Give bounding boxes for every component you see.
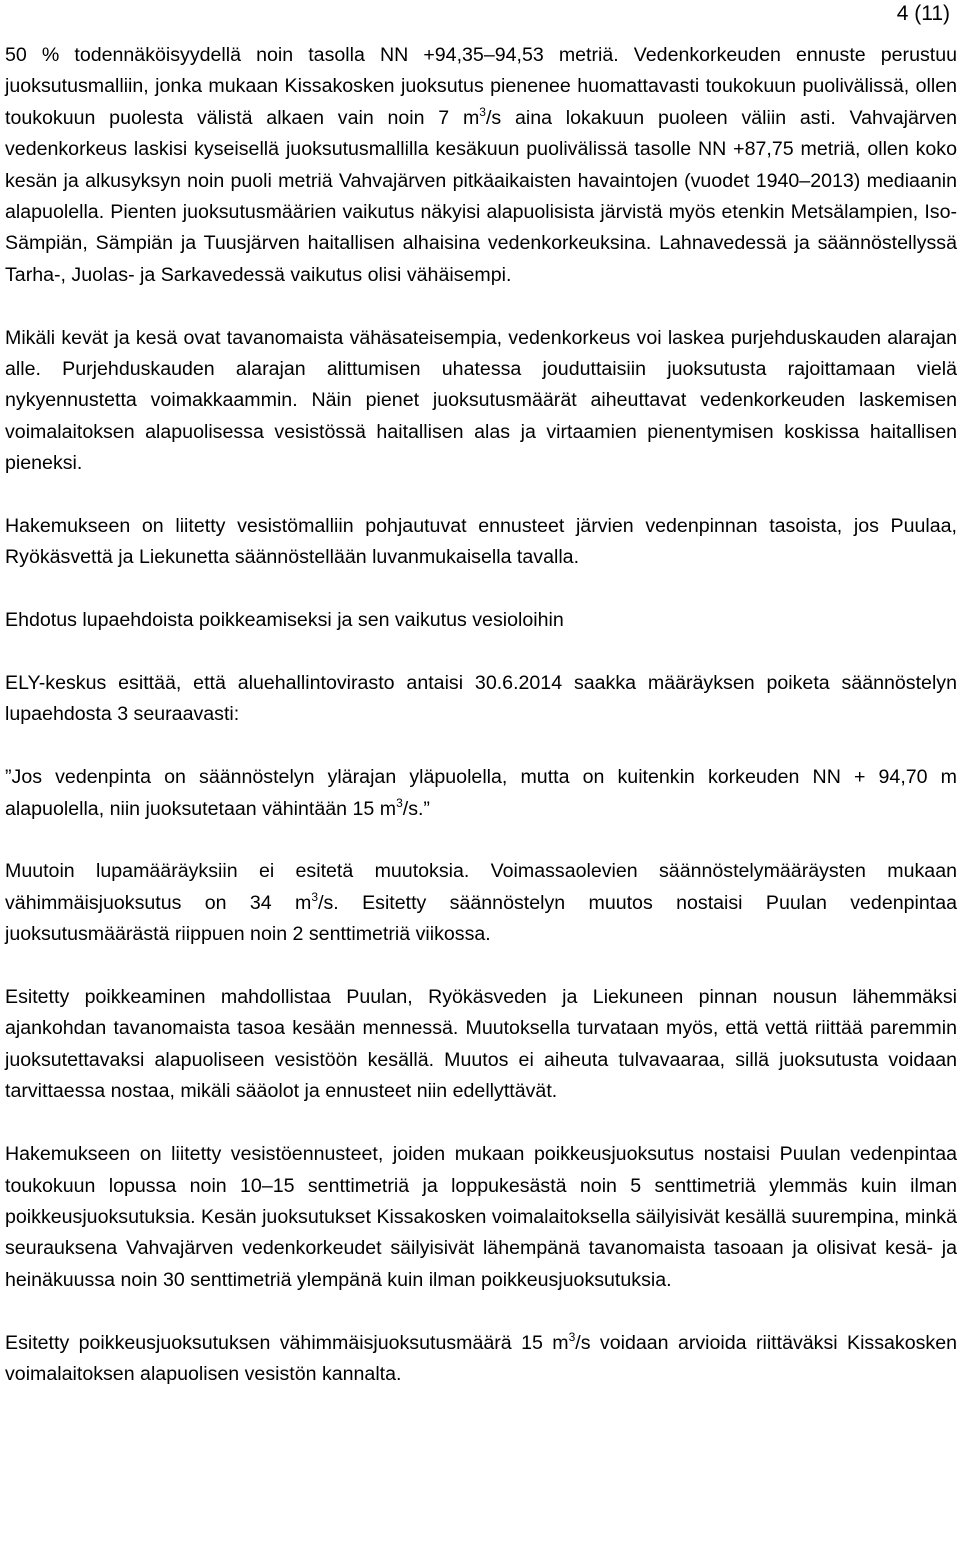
paragraph-forecasts: Hakemukseen on liitetty vesistöennusteet, joiden mukaan poikkeusjuoksutus nostaisi Puulan vedenpintaa toukokuun lopussa noin 10–15 senttimetriä ja loppukesästä noin 5 senttimetriä ylemmäs kuin ilman poikkeusjuoksutuksia. Kesän juoksutukset Kissakosken voimalaitoksella säilyisivät kesällä suurempina, minkä seurauksena Vahvajärven vedenkorkeudet säilyisivät lähempänä tavanomaista tasoaan ja olisivat kesä- ja heinäkuussa noin 30 senttimetriä ylempänä kuin ilman poikkeusjuoksutuksia. <box>5 1143 957 1291</box>
superscript: 3 <box>479 104 486 119</box>
paragraph-attached-model: Hakemukseen on liitetty vesistömalliin pohjautuvat ennusteet järvien vedenpinnan tasoista, jos Puulaa, Ryökäsvettä ja Liekunetta säännöstellään luvanmukaisella tavalla. <box>5 515 957 569</box>
paragraph-text: Esitetty poikkeusjuoksutuksen vähimmäisjuoksutusmäärä 15 m <box>5 1331 569 1354</box>
paragraph-text: /s voidaan arvioida riittäväksi Kissakosken voimalaitoksen alapuolisen vesistön kannalta. <box>5 1331 957 1385</box>
paragraph-quoted-condition <box>5 762 957 825</box>
superscript: 3 <box>568 1329 576 1344</box>
paragraph-text: Muutoin lupamääräyksiin ei esitetä muutoksia. Voimassaolevien säännöstelymääräysten mukaan vähimmäisjuoksutus on 34 m <box>5 860 957 914</box>
paragraph-minimum-discharge <box>5 1328 957 1391</box>
section-heading: Ehdotus lupaehdoista poikkeamiseksi ja sen vaikutus vesioloihin <box>5 609 564 632</box>
paragraph-text: ”Jos vedenpinta on säännöstelyn ylärajan yläpuolella, mutta on kuitenkin korkeuden NN + 94,70 m alapuolella, niin juoksutetaan vähintään 15 m <box>5 766 957 820</box>
page-number: 4 (11) <box>896 2 950 25</box>
superscript: 3 <box>396 795 403 810</box>
document-body <box>5 40 957 1390</box>
paragraph-ely-proposal: ELY-keskus esittää, että aluehallintovirasto antaisi 30.6.2014 saakka määräyksen poiketa säännöstelyn lupaehdosta 3 seuraavasti: <box>5 672 957 726</box>
paragraph-water-level-forecast <box>5 40 957 291</box>
paragraph-text: 50 % todennäköisyydellä noin tasolla NN +94,35–94,53 metriä. Vedenkorkeuden ennuste perustuu juoksutusmalliin, jonka mukaan Kissakosken juoksutus pienenee huomattavasti toukokuun puolivälissä, ollen toukokuun puolesta välistä alkaen vain noin 7 m <box>5 44 957 129</box>
paragraph-dry-spring: Mikäli kevät ja kesä ovat tavanomaista vähäsateisempia, vedenkorkeus voi laskea purjehduskauden alarajan alle. Purjehduskauden alarajan alittumisen uhatessa jouduttaisiin juoksutusta rajoittamaan vielä nykyennustetta voimakkaammin. Näin pienet juoksutusmäärät aiheuttavat vedenkorkeuden laskemisen voimalaitoksen alapuolisessa vesistössä haitallisen alas ja virtaamien pienentymisen koskissa haitallisen pieneksi. <box>5 326 957 475</box>
paragraph-text: /s. Esitetty säännöstelyn muutos nostaisi Puulan vedenpintaa juoksutusmäärästä riippuen noin 2 senttimetriä viikossa. <box>5 891 958 946</box>
paragraph-text: /s aina lokakuun puoleen väliin asti. Vahvajärven vedenkorkeus laskisi kyseisellä juoksutusmallilla kesäkuun puolivälissä tasolle NN +87,75 metriä, ollen koko kesän ja alkusyksyn noin puoli metriä Vahvajärven pitkäaikaisten havaintojen (vuodet 1940–2013) mediaanin alapuolella. Pienten juoksutusmäärien vaikutus näkyisi alapuolisista järvistä myös etenkin Metsälampien, Iso-Sämpiän, Sämpiän ja Tuusjärven haitallisen alhaisina vedenkorkeuksina. Lahnavedessä ja säännöstellyssä Tarha-, Juolas- ja Sarkavedessä vaikutus olisi vähäisempi. <box>5 106 958 286</box>
paragraph-text: /s.” <box>402 797 430 820</box>
paragraph-deviation-effects: Esitetty poikkeaminen mahdollistaa Puulan, Ryökäsveden ja Liekuneen pinnan nousun lähemmäksi ajankohdan tavanomaista tasoa kesään mennessä. Muutoksella turvataan myös, että vettä riittää paremmin juoksutettavaksi alapuoliseen vesistöön kesällä. Muutos ei aiheuta tulvavaaraa, sillä juoksutusta voidaan tarvittaessa nostaa, mikäli sääolot ja ennusteet niin edellyttävät. <box>5 986 957 1103</box>
paragraph-other-regulations <box>5 856 957 950</box>
superscript: 3 <box>311 889 319 904</box>
